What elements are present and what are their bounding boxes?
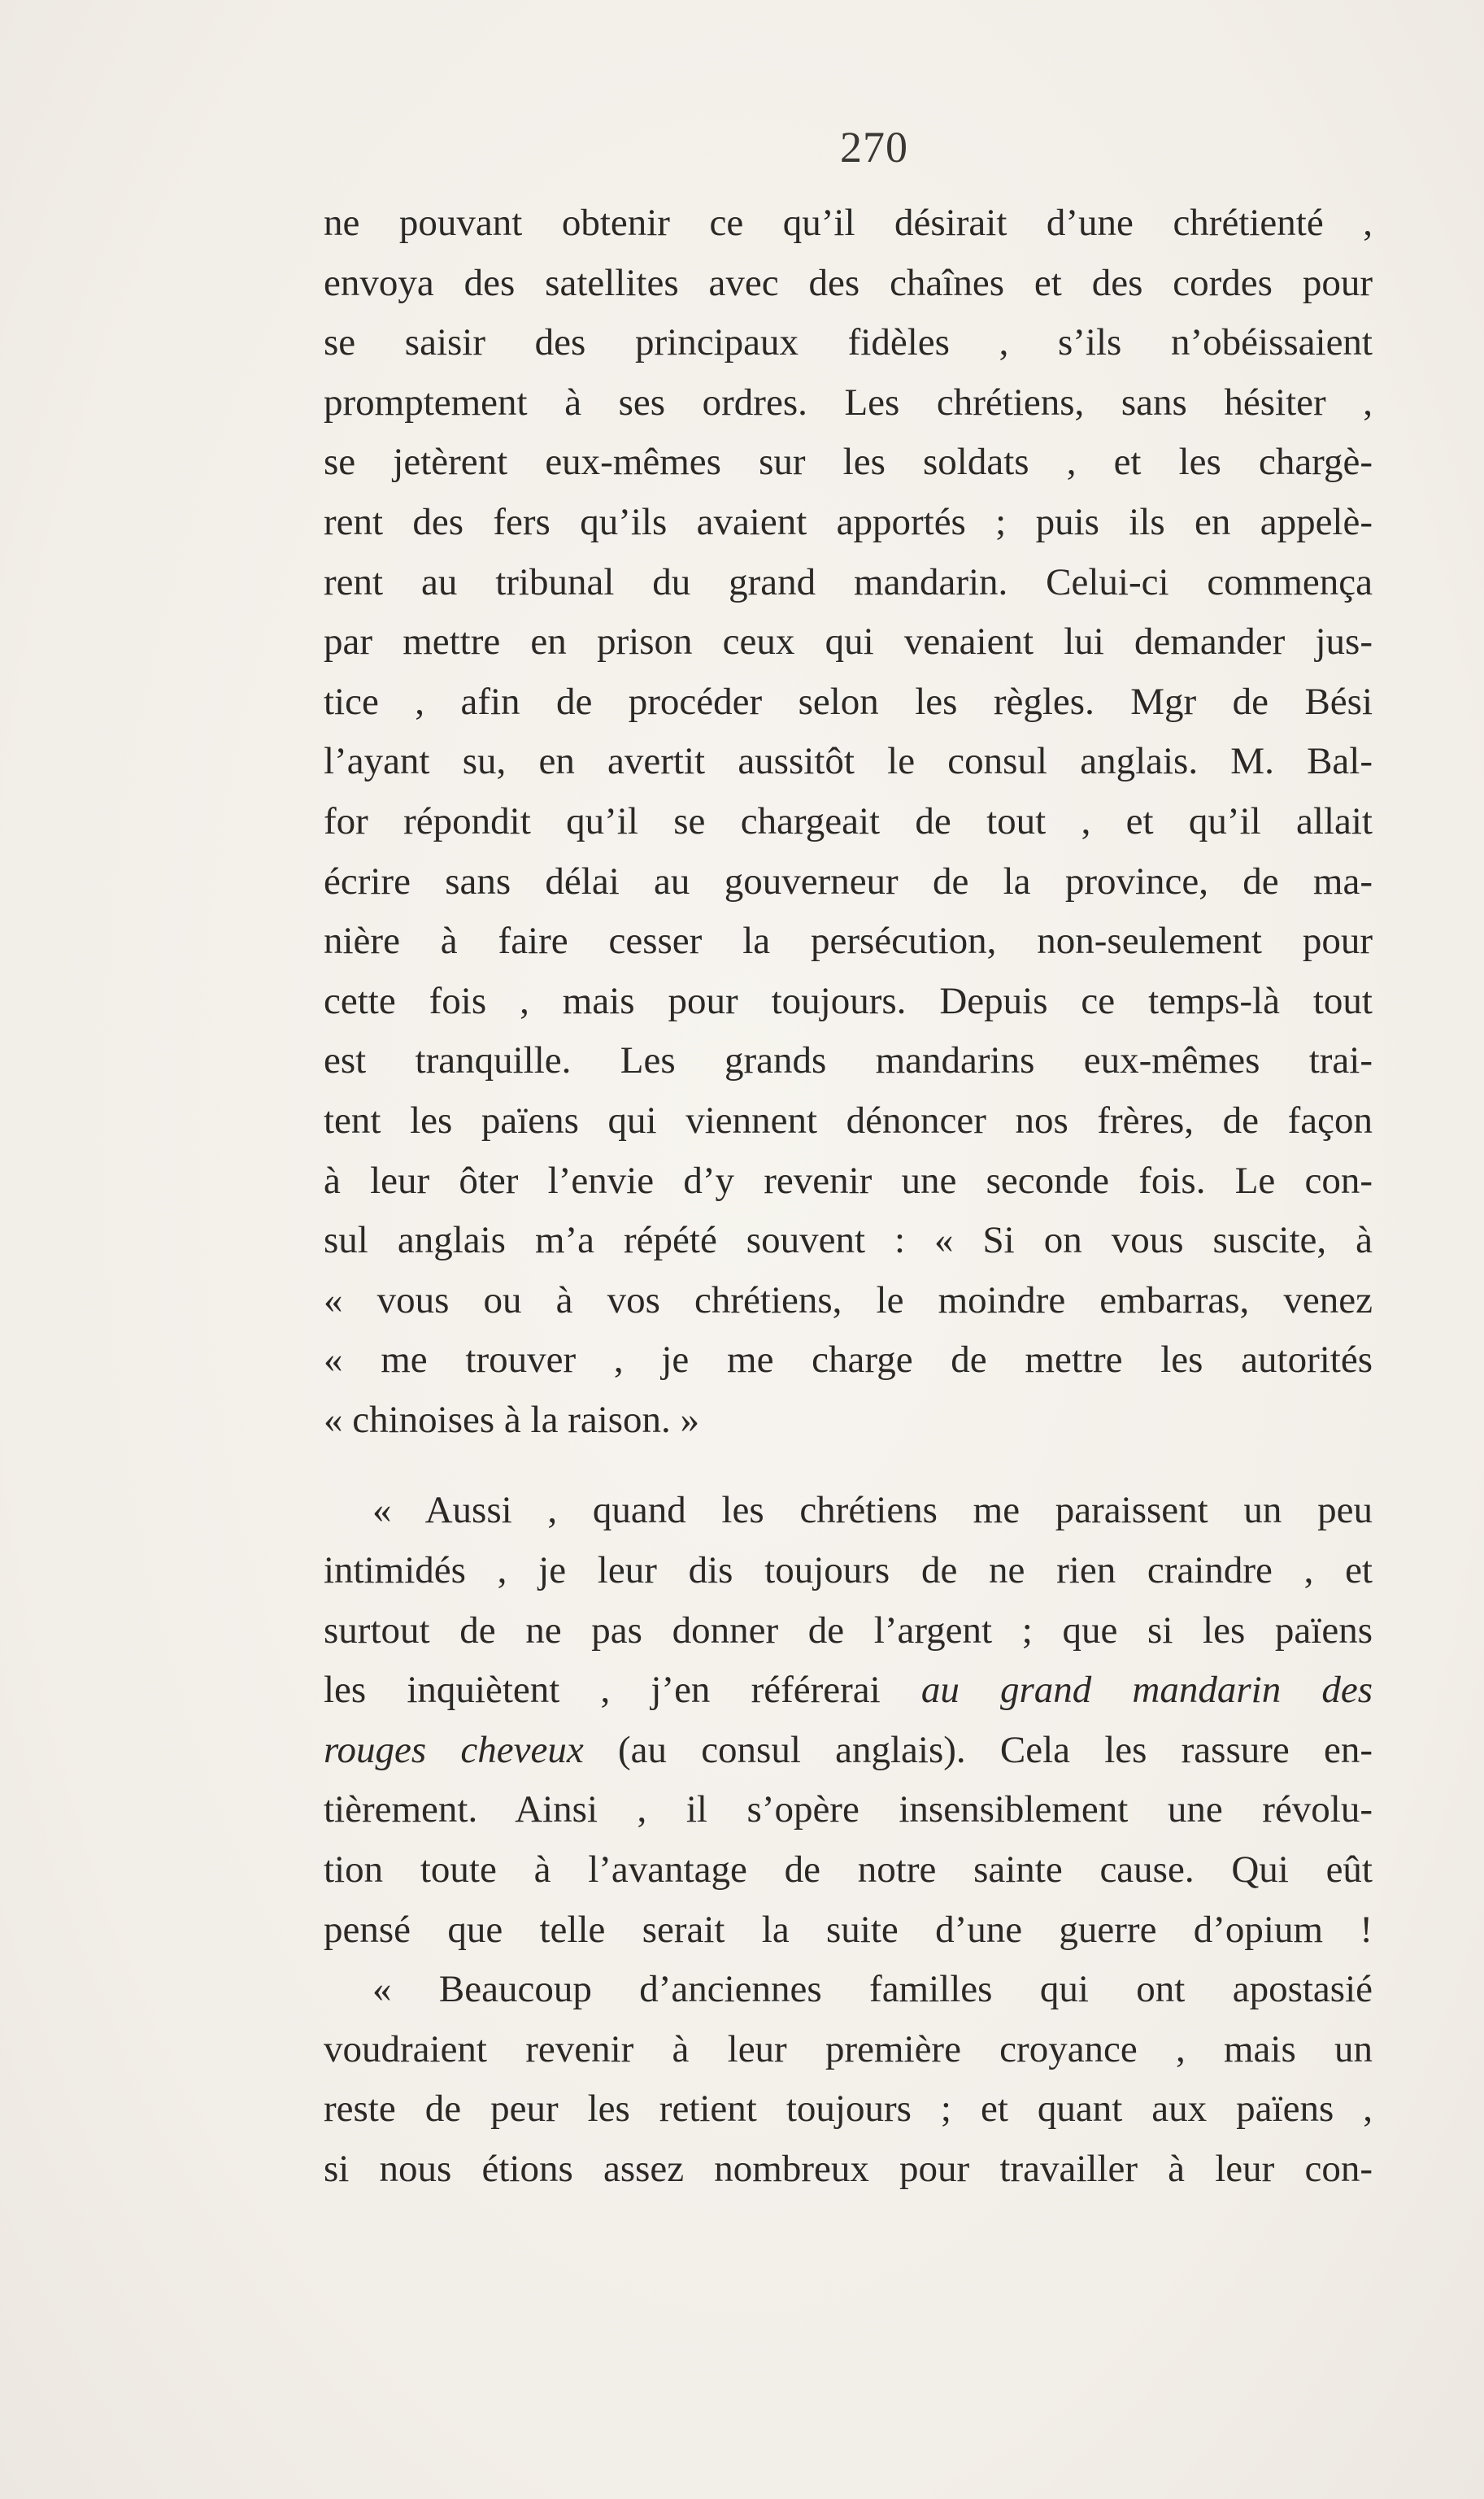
text-line: sul anglais m’a répété souvent : « Si on vous suscite, à: [324, 1219, 1373, 1262]
text-line: tice , afin de procéder selon les règles. Mgr de Bési: [324, 680, 1373, 723]
text-line: rent des fers qu’ils avaient apportés ; puis ils en appelè-: [324, 500, 1373, 543]
text-line: tent les païens qui viennent dénoncer nos frères, de façon: [324, 1099, 1373, 1142]
paragraph-2: [324, 1481, 1373, 1960]
text-line: cette fois , mais pour toujours. Depuis ce temps-là tout: [324, 979, 1373, 1022]
text-span: (au consul anglais). Cela les rassure en-: [583, 1728, 1373, 1771]
text-line: « vous ou à vos chrétiens, le moindre embarras, venez: [324, 1278, 1373, 1321]
text-line: « Beaucoup d’anciennes familles qui ont apostasié: [372, 1968, 1373, 2011]
text-line: écrire sans délai au gouverneur de la province, de ma-: [324, 860, 1373, 903]
text-line: l’ayant su, en avertit aussitôt le consul anglais. M. Bal-: [324, 740, 1373, 783]
text-line: par mettre en prison ceux qui venaient lui demander jus-: [324, 620, 1373, 664]
text-line: [324, 1661, 1373, 1721]
text-line: se saisir des principaux fidèles , s’ils n’obéissaient: [324, 321, 1373, 364]
text-line: tièrement. Ainsi , il s’opère insensiblement une révolu-: [324, 1788, 1373, 1831]
italic-text-span: rouges cheveux: [324, 1728, 584, 1771]
text-line: « chinoises à la raison. »: [324, 1398, 700, 1441]
text-line: « me trouver , je me charge de mettre les autorités: [324, 1339, 1373, 1382]
italic-text-span: au grand mandarin des: [920, 1669, 1373, 1712]
text-line: for répondit qu’il se chargeait de tout , et qu’il allait: [324, 799, 1373, 842]
text-line: nière à faire cesser la persécution, non-seulement pour: [324, 920, 1373, 963]
paragraph-3: [324, 1960, 1373, 2199]
body-text: [324, 194, 1373, 2200]
paragraph-1: [324, 194, 1373, 1450]
text-line: tion toute à l’avantage de notre sainte cause. Qui eût: [324, 1848, 1373, 1892]
paragraph-gap: [324, 1450, 1373, 1481]
text-line: [324, 1721, 1373, 1781]
page-number: 270: [840, 123, 908, 172]
text-line: intimidés , je leur dis toujours de ne rien craindre , et: [324, 1549, 1373, 1592]
text-line: ne pouvant obtenir ce qu’il désirait d’une chrétienté ,: [324, 202, 1373, 244]
text-line: « Aussi , quand les chrétiens me paraissent un peu: [372, 1489, 1373, 1532]
text-line: surtout de ne pas donner de l’argent ; que si les païens: [324, 1609, 1373, 1652]
text-line: voudraient revenir à leur première croyance , mais un: [324, 2027, 1373, 2070]
text-line: est tranquille. Les grands mandarins eux-mêmes trai-: [324, 1039, 1373, 1082]
text-line: se jetèrent eux-mêmes sur les soldats , et les chargè-: [324, 441, 1373, 484]
text-line: si nous étions assez nombreux pour travailler à leur con-: [324, 2148, 1373, 2190]
text-line: à leur ôter l’envie d’y revenir une seconde fois. Le con-: [324, 1159, 1373, 1202]
text-line: rent au tribunal du grand mandarin. Celui-ci commença: [324, 560, 1373, 603]
text-line: promptement à ses ordres. Les chrétiens, sans hésiter ,: [324, 381, 1373, 424]
text-line: envoya des satellites avec des chaînes et des cordes pour: [324, 261, 1373, 304]
text-line: pensé que telle serait la suite d’une guerre d’opium !: [324, 1908, 1373, 1951]
text-span: les inquiètent , j’en référerai: [324, 1669, 921, 1712]
text-line: reste de peur les retient toujours ; et quant aux païens ,: [324, 2088, 1373, 2131]
